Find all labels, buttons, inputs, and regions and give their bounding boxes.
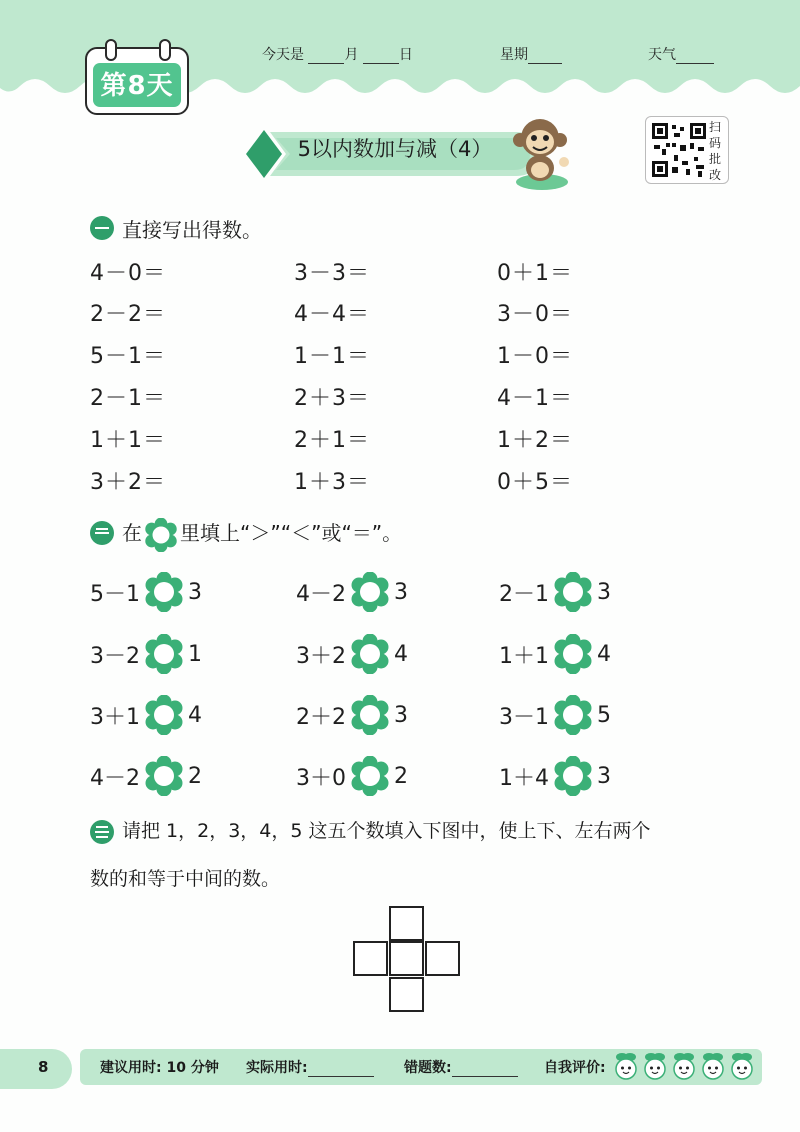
comparison-left: 3＋2	[296, 643, 346, 669]
weather-label: 天气	[648, 47, 676, 63]
comparison-right: 3	[394, 702, 408, 728]
day-blank[interactable]	[363, 49, 399, 64]
flower-answer-slot[interactable]	[144, 572, 184, 612]
date-label: 今天是	[262, 47, 304, 63]
suggested-time: 建议用时: 10 分钟	[100, 1060, 219, 1076]
equation: 2＋3＝	[294, 386, 370, 411]
comparison-right: 3	[597, 763, 611, 789]
comparison-item	[90, 634, 202, 674]
comparison-left: 3＋0	[296, 765, 346, 791]
qr-label-char: 批	[708, 152, 721, 166]
flower-answer-slot[interactable]	[553, 634, 593, 674]
section-two-heading-suffix: 里填上“＞”“＜”或“＝”。	[180, 521, 403, 545]
sprout-face-icon[interactable]	[643, 1051, 667, 1081]
qr-label-char: 码	[708, 136, 721, 150]
errors-field	[404, 1057, 518, 1077]
actual-time-label: 实际用时:	[246, 1060, 308, 1076]
comparison-item	[90, 695, 202, 735]
comparison-left: 1＋4	[499, 765, 549, 791]
section-one-heading: 直接写出得数。	[122, 218, 262, 242]
equation: 3－3＝	[294, 261, 370, 286]
sprout-face-icon[interactable]	[701, 1051, 725, 1081]
comparison-right: 4	[597, 641, 611, 667]
comparison-right: 2	[188, 763, 202, 789]
month-label: 月	[344, 47, 359, 63]
comparison-left: 4－2	[296, 581, 346, 607]
monkey-mascot-icon	[510, 112, 574, 192]
month-blank[interactable]	[308, 49, 344, 64]
cross-cell-top[interactable]	[389, 906, 424, 941]
section-two-heading-prefix: 在	[122, 521, 142, 545]
qr-label-char: 改	[708, 168, 721, 182]
comparison-left: 3－2	[90, 643, 140, 669]
day-badge	[85, 47, 189, 115]
flower-answer-slot[interactable]	[553, 572, 593, 612]
comparison-item	[90, 756, 202, 796]
section-three-heading-line1: 请把 1，2，3，4，5 这五个数填入下图中，使上下、左右两个	[122, 820, 651, 842]
comparison-item	[296, 756, 408, 796]
actual-time-blank[interactable]	[308, 1062, 374, 1077]
flower-icon	[144, 518, 178, 552]
equation: 2－1＝	[90, 386, 166, 411]
date-field	[262, 44, 413, 64]
equation: 5－1＝	[90, 344, 166, 369]
comparison-right: 4	[188, 702, 202, 728]
section-two-icon	[90, 521, 114, 545]
comparison-right: 3	[188, 579, 202, 605]
flower-answer-slot[interactable]	[553, 756, 593, 796]
weekday-label: 星期	[500, 47, 528, 63]
equation: 0＋1＝	[497, 261, 573, 286]
comparison-right: 5	[597, 702, 611, 728]
section-two-heading	[122, 517, 402, 552]
equation: 2＋1＝	[294, 428, 370, 453]
comparison-item	[499, 756, 611, 796]
flower-answer-slot[interactable]	[350, 572, 390, 612]
comparison-left: 1＋1	[499, 643, 549, 669]
comparison-item	[296, 695, 408, 735]
equation: 4－1＝	[497, 386, 573, 411]
comparison-item	[499, 634, 611, 674]
comparison-right: 4	[394, 641, 408, 667]
flower-answer-slot[interactable]	[350, 756, 390, 796]
sprout-face-icon[interactable]	[672, 1051, 696, 1081]
comparison-item	[296, 572, 408, 612]
equation: 1＋2＝	[497, 428, 573, 453]
comparison-item	[499, 572, 611, 612]
flower-answer-slot[interactable]	[350, 695, 390, 735]
equation: 1－0＝	[497, 344, 573, 369]
comparison-right: 3	[597, 579, 611, 605]
equation: 0＋5＝	[497, 470, 573, 495]
comparison-left: 2＋2	[296, 704, 346, 730]
comparison-left: 5－1	[90, 581, 140, 607]
section-one-icon	[90, 216, 114, 240]
flower-answer-slot[interactable]	[144, 634, 184, 674]
comparison-right: 3	[394, 579, 408, 605]
weather-field	[648, 44, 714, 64]
qr-label-char: 扫	[708, 120, 721, 134]
cross-cell-bottom[interactable]	[389, 977, 424, 1012]
comparison-item	[296, 634, 408, 674]
flower-answer-slot[interactable]	[553, 695, 593, 735]
page-number: 8	[38, 1058, 49, 1076]
actual-time-field	[246, 1057, 374, 1077]
cross-cell-left[interactable]	[353, 941, 388, 976]
page-title: 5以内数加与减（4）	[297, 137, 493, 161]
cross-cell-right[interactable]	[425, 941, 460, 976]
comparison-right: 1	[188, 641, 202, 667]
equation: 3＋2＝	[90, 470, 166, 495]
equation: 4－0＝	[90, 261, 166, 286]
comparison-left: 4－2	[90, 765, 140, 791]
equation: 4－4＝	[294, 302, 370, 327]
comparison-left: 3＋1	[90, 704, 140, 730]
qr-label	[706, 119, 724, 183]
qr-code-icon	[650, 121, 708, 179]
comparison-right: 2	[394, 763, 408, 789]
equation: 1－1＝	[294, 344, 370, 369]
errors-label: 错题数:	[404, 1060, 452, 1076]
calendar-ring-icon	[105, 39, 117, 61]
equation: 2－2＝	[90, 302, 166, 327]
flower-answer-slot[interactable]	[144, 695, 184, 735]
equation: 3－0＝	[497, 302, 573, 327]
section-three-heading-line2: 数的和等于中间的数。	[90, 868, 281, 890]
errors-blank[interactable]	[452, 1062, 518, 1077]
comparison-left: 2－1	[499, 581, 549, 607]
section-three-icon	[90, 820, 114, 844]
comparison-left: 3－1	[499, 704, 549, 730]
equation: 1＋3＝	[294, 470, 370, 495]
calendar-ring-icon	[159, 39, 171, 61]
comparison-item	[499, 695, 611, 735]
flower-answer-slot[interactable]	[350, 634, 390, 674]
cross-cell-center[interactable]	[389, 941, 424, 976]
day-badge-label: 第8天	[93, 63, 181, 107]
sprout-face-icon[interactable]	[730, 1051, 754, 1081]
self-eval-label: 自我评价:	[544, 1060, 606, 1076]
weekday-field	[500, 44, 562, 64]
sprout-face-icon[interactable]	[614, 1051, 638, 1081]
flower-answer-slot[interactable]	[144, 756, 184, 796]
day-label: 日	[398, 47, 413, 63]
weekday-blank[interactable]	[528, 49, 562, 64]
comparison-item	[90, 572, 202, 612]
equation: 1＋1＝	[90, 428, 166, 453]
weather-blank[interactable]	[676, 49, 714, 64]
page-tab	[0, 1049, 72, 1089]
